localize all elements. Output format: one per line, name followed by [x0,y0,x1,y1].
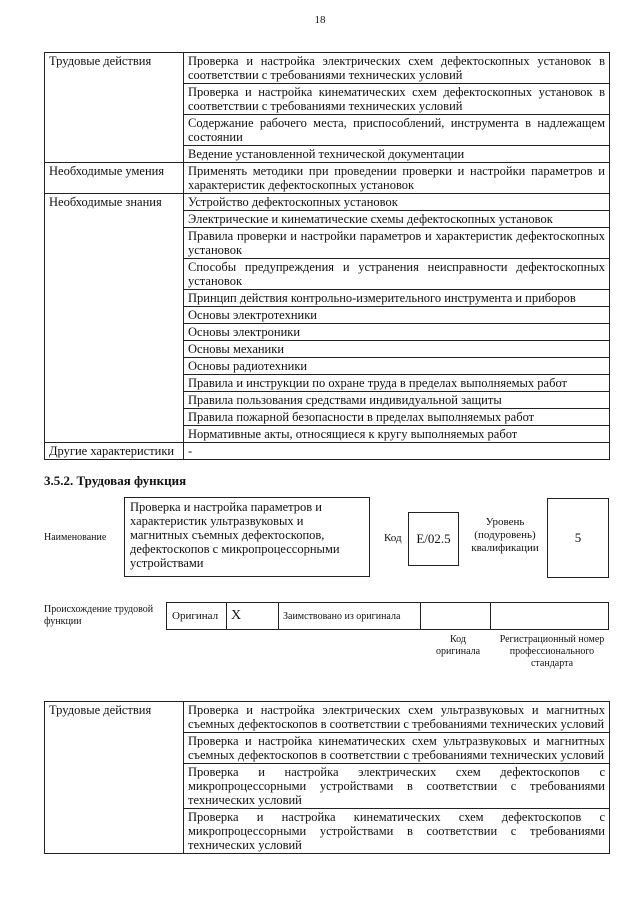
borrowed-cell [279,603,421,629]
reg-number-caption: Регистрационный номер профессионального стандарта [499,634,605,669]
row-label: Трудовые действия [45,702,184,854]
actions-table [44,701,610,854]
row-item: Устройство дефектоскопных установок [184,194,610,211]
row-item: Правила пользования средствами индивидуальной защиты [184,392,610,409]
origin-label: Происхождение трудовой функции [44,604,154,627]
row-item: Проверка и настройка кинематических схем дефектоскопов с микропроцессорными устройствами в соответствии с требованиями технических условий [184,809,610,854]
row-item: Основы электротехники [184,307,610,324]
level-value-box: 5 [547,498,609,578]
row-item: Проверка и настройка электрических схем ультразвуковых и магнитных съемных дефектоскопов в соответствии с требованиями технических условий [184,702,610,733]
row-item: Основы радиотехники [184,358,610,375]
row-item: Применять методики при проведении проверки и настройки параметров и характеристик дефектоскопных установок [184,163,610,194]
original-label: Оригинал [172,610,219,622]
table-row [45,702,610,733]
row-item: Ведение установленной технической документации [184,146,610,163]
function-name-box: Проверка и настройка параметров и характеристик ультразвуковых и магнитных съемных дефектоскопов, дефектоскопов с микропроцессорными устройствами [124,497,370,577]
row-item: Принцип действия контрольно-измерительного инструмента и приборов [184,290,610,307]
table-row [45,163,610,194]
row-label: Трудовые действия [45,53,184,163]
reg-number-cell [491,603,608,629]
row-item: Содержание рабочего места, приспособлений, инструмента в надлежащем состоянии [184,115,610,146]
row-item: Правила и инструкции по охране труда в пределах выполняемых работ [184,375,610,392]
code-original-cell [421,603,491,629]
row-item: Основы электроники [184,324,610,341]
row-label: Необходимые умения [45,163,184,194]
code-value-box: E/02.5 [408,512,459,566]
row-item: Способы предупреждения и устранения неисправности дефектоскопных установок [184,259,610,290]
row-item: Проверка и настройка кинематических схем ультразвуковых и магнитных съемных дефектоскопов в соответствии с требованиями технических условий [184,733,610,764]
competency-table [44,52,610,460]
name-label: Наименование [44,532,107,543]
section-title: 3.5.2. Трудовая функция [44,473,187,488]
code-original-caption: Код оригинала [435,634,481,657]
code-label: Код [384,532,402,544]
origin-row [166,602,609,630]
original-mark-cell [227,603,279,629]
row-item: Проверка и настройка электрических схем дефектоскопов с микропроцессорными устройствами в соответствии с требованиями технических условий [184,764,610,809]
row-item: Проверка и настройка кинематических схем дефектоскопных установок в соответствии с требованиями технических условий [184,84,610,115]
table-row [45,194,610,211]
row-item: Электрические и кинематические схемы дефектоскопных установок [184,211,610,228]
table-row [45,443,610,460]
row-item: Нормативные акты, относящиеся к кругу выполняемых работ [184,426,610,443]
level-label: Уровень (подуровень) квалификации [471,516,539,554]
original-cell [167,603,227,629]
row-item: - [184,443,610,460]
original-mark: X [231,608,242,623]
page-number: 18 [314,14,326,26]
row-item: Правила проверки и настройки параметров и характеристик дефектоскопных установок [184,228,610,259]
table-row [45,53,610,84]
borrowed-label: Заимствовано из оригинала [283,610,401,622]
row-item: Правила пожарной безопасности в пределах выполняемых работ [184,409,610,426]
row-label: Другие характеристики [45,443,184,460]
row-label: Необходимые знания [45,194,184,443]
row-item: Основы механики [184,341,610,358]
row-item: Проверка и настройка электрических схем дефектоскопных установок в соответствии с требованиями технических условий [184,53,610,84]
